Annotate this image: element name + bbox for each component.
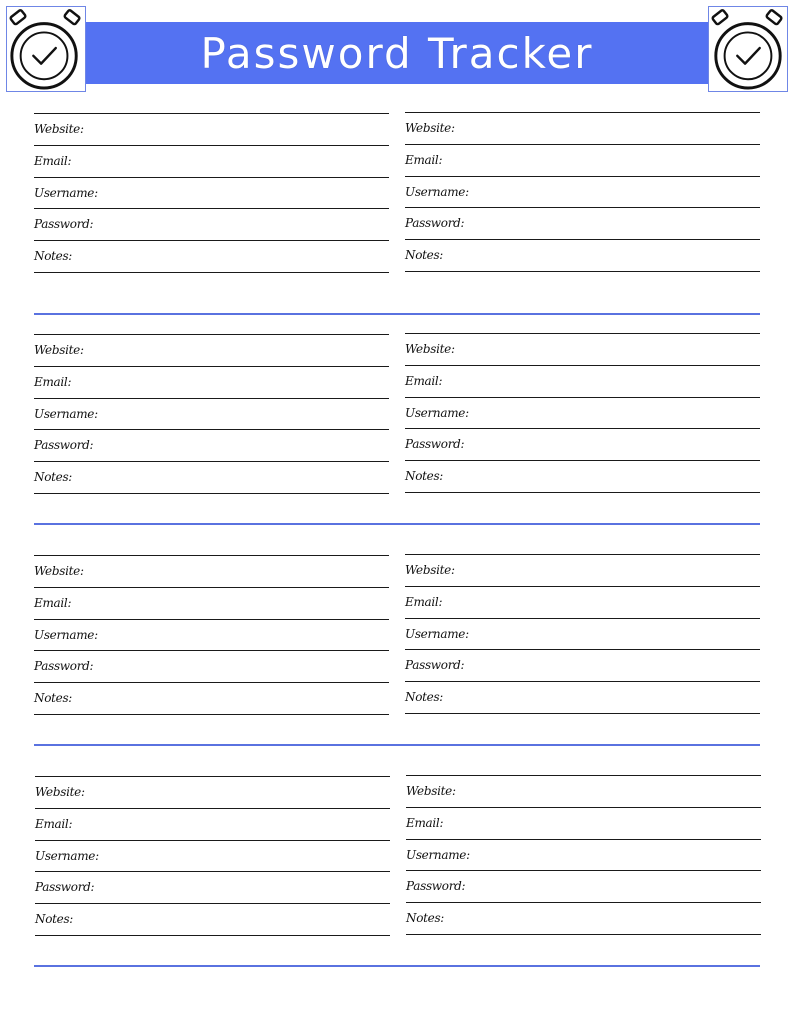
field-label: Website: xyxy=(34,122,84,136)
field-label: Notes: xyxy=(34,470,73,485)
field-label: Notes: xyxy=(34,691,73,706)
entry-block xyxy=(405,554,760,714)
field-label: Password: xyxy=(35,880,95,895)
username-field[interactable] xyxy=(405,397,760,429)
email-field[interactable] xyxy=(34,587,389,619)
field-label: Notes: xyxy=(406,911,445,926)
field-label: Website: xyxy=(35,785,85,799)
entry-block xyxy=(35,776,390,936)
field-label: Username: xyxy=(34,627,98,642)
entry-block xyxy=(406,775,761,935)
username-field[interactable] xyxy=(405,618,760,650)
field-label: Password: xyxy=(405,216,465,231)
header-bar xyxy=(86,22,708,84)
section-divider xyxy=(34,965,760,967)
website-field[interactable] xyxy=(405,333,760,365)
field-label: Email: xyxy=(406,815,444,830)
field-label: Password: xyxy=(34,438,94,453)
password-field[interactable] xyxy=(405,649,760,681)
field-label: Password: xyxy=(34,659,94,674)
field-label: Website: xyxy=(406,784,456,798)
field-label: Email: xyxy=(405,152,443,167)
email-field[interactable] xyxy=(34,366,389,398)
email-field[interactable] xyxy=(405,586,760,618)
email-field[interactable] xyxy=(405,365,760,397)
field-label: Email: xyxy=(34,153,72,168)
notes-field[interactable] xyxy=(34,240,389,273)
field-label: Username: xyxy=(35,848,99,863)
notes-field[interactable] xyxy=(35,903,390,936)
section-divider xyxy=(34,523,760,525)
notes-field[interactable] xyxy=(406,902,761,935)
email-field[interactable] xyxy=(34,145,389,177)
notes-field[interactable] xyxy=(405,239,760,272)
entry-block xyxy=(405,112,760,272)
website-field[interactable] xyxy=(405,554,760,586)
website-field[interactable] xyxy=(34,334,389,366)
field-label: Website: xyxy=(405,121,455,135)
section-divider xyxy=(34,313,760,315)
field-label: Website: xyxy=(34,343,84,357)
email-field[interactable] xyxy=(35,808,390,840)
field-label: Website: xyxy=(405,342,455,356)
field-label: Username: xyxy=(34,185,98,200)
field-label: Username: xyxy=(406,847,470,862)
password-field[interactable] xyxy=(34,429,389,461)
field-label: Password: xyxy=(34,217,94,232)
section-divider xyxy=(34,744,760,746)
field-label: Email: xyxy=(405,373,443,388)
field-label: Website: xyxy=(405,563,455,577)
field-label: Website: xyxy=(34,564,84,578)
website-field[interactable] xyxy=(405,112,760,144)
website-field[interactable] xyxy=(34,113,389,145)
password-field[interactable] xyxy=(405,207,760,239)
username-field[interactable] xyxy=(34,619,389,651)
field-label: Username: xyxy=(405,626,469,641)
field-label: Password: xyxy=(405,658,465,673)
field-label: Notes: xyxy=(35,912,74,927)
field-label: Username: xyxy=(34,406,98,421)
username-field[interactable] xyxy=(34,398,389,430)
field-label: Notes: xyxy=(34,249,73,264)
notes-field[interactable] xyxy=(405,681,760,714)
page-title: Password Tracker xyxy=(200,28,594,78)
field-label: Password: xyxy=(406,879,466,894)
password-field[interactable] xyxy=(35,871,390,903)
username-field[interactable] xyxy=(406,839,761,871)
website-field[interactable] xyxy=(35,776,390,808)
field-label: Notes: xyxy=(405,248,444,263)
entry-block xyxy=(34,555,389,715)
password-field[interactable] xyxy=(34,650,389,682)
password-field[interactable] xyxy=(405,428,760,460)
field-label: Email: xyxy=(35,816,73,831)
entry-block xyxy=(405,333,760,493)
field-label: Password: xyxy=(405,437,465,452)
email-field[interactable] xyxy=(406,807,761,839)
notes-field[interactable] xyxy=(34,682,389,715)
stopwatch-check-icon xyxy=(708,6,788,92)
password-field[interactable] xyxy=(34,208,389,240)
field-label: Notes: xyxy=(405,469,444,484)
email-field[interactable] xyxy=(405,144,760,176)
notes-field[interactable] xyxy=(405,460,760,493)
field-label: Email: xyxy=(405,594,443,609)
entry-block xyxy=(34,113,389,273)
password-field[interactable] xyxy=(406,870,761,902)
entry-block xyxy=(34,334,389,494)
field-label: Username: xyxy=(405,405,469,420)
field-label: Notes: xyxy=(405,690,444,705)
field-label: Email: xyxy=(34,374,72,389)
website-field[interactable] xyxy=(406,775,761,807)
username-field[interactable] xyxy=(405,176,760,208)
username-field[interactable] xyxy=(34,177,389,209)
field-label: Email: xyxy=(34,595,72,610)
username-field[interactable] xyxy=(35,840,390,872)
notes-field[interactable] xyxy=(34,461,389,494)
website-field[interactable] xyxy=(34,555,389,587)
stopwatch-check-icon xyxy=(6,6,86,92)
field-label: Username: xyxy=(405,184,469,199)
